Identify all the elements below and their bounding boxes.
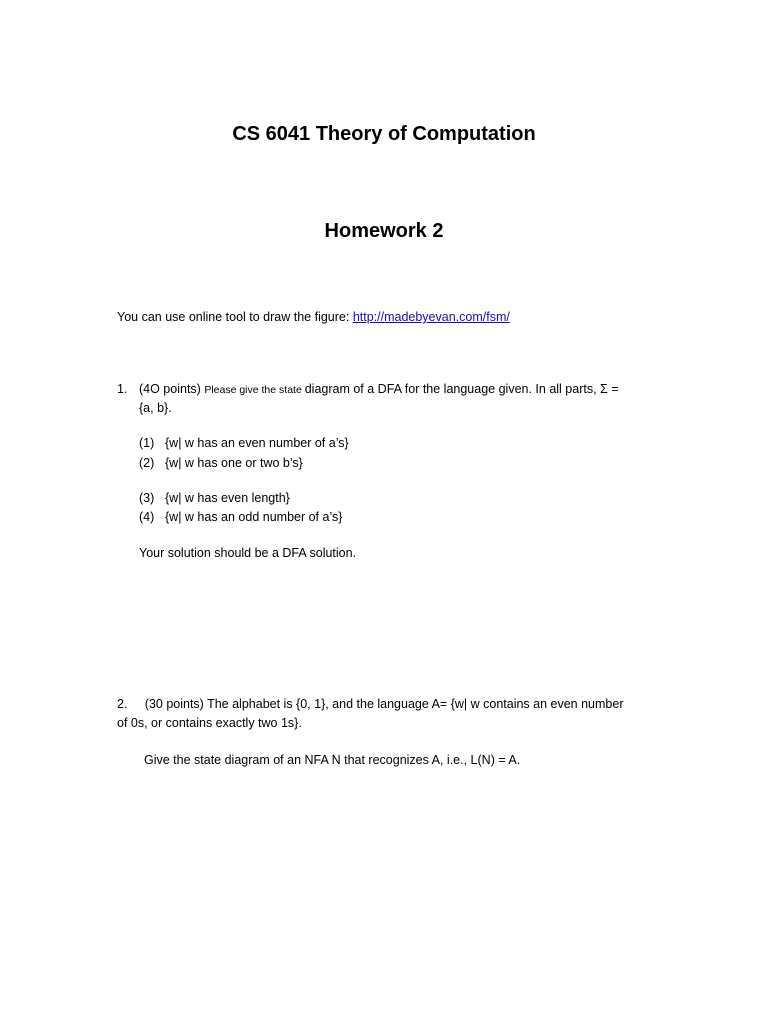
question-1-part-4 [139,509,342,525]
question-1-number: 1. [117,382,128,396]
part-label: (3) [139,491,155,505]
part-text: {w| w has one or two b’s} [165,456,303,470]
question-1-note: Your solution should be a DFA solution. [139,546,357,560]
part-text: {w| w has an odd number of a’s} [165,510,343,524]
question-2-line-1: 2. (30 points) The alphabet is {0, 1}, and the language A= {w| w contains an even number [117,697,624,711]
page-title: CS 6041 Theory of Computation [232,123,536,145]
question-1-line-2: {a, b}. [139,401,172,415]
question-1-line-1 [117,381,619,398]
question-2-line-3: Give the state diagram of an NFA N that recognizes A, i.e., L(N) = A. [144,753,521,767]
part-text: {w| w has an even number of a’s} [165,436,349,450]
intro-text: You can use online tool to draw the figure: [117,310,353,324]
question-1-part-2 [139,455,303,471]
fsm-tool-link[interactable]: http://madebyevan.com/fsm/ [352,310,510,324]
intro-line [117,309,510,325]
question-1-prompt: diagram of a DFA for the language given. In all parts, Σ = [304,382,619,396]
part-label: (2) [139,456,155,470]
question-2-line-2: of 0s, or contains exactly two 1s}. [117,716,302,730]
part-label: (1) [139,436,155,450]
part-label: (4) [139,510,155,524]
question-1-points: (4O points) [139,382,205,396]
question-1-prompt-small: Please give the state [204,384,305,396]
part-text: {w| w has even length} [165,491,290,505]
question-1-part-1 [139,435,349,451]
page-subtitle: Homework 2 [324,220,444,242]
question-1-part-3 [139,490,290,506]
